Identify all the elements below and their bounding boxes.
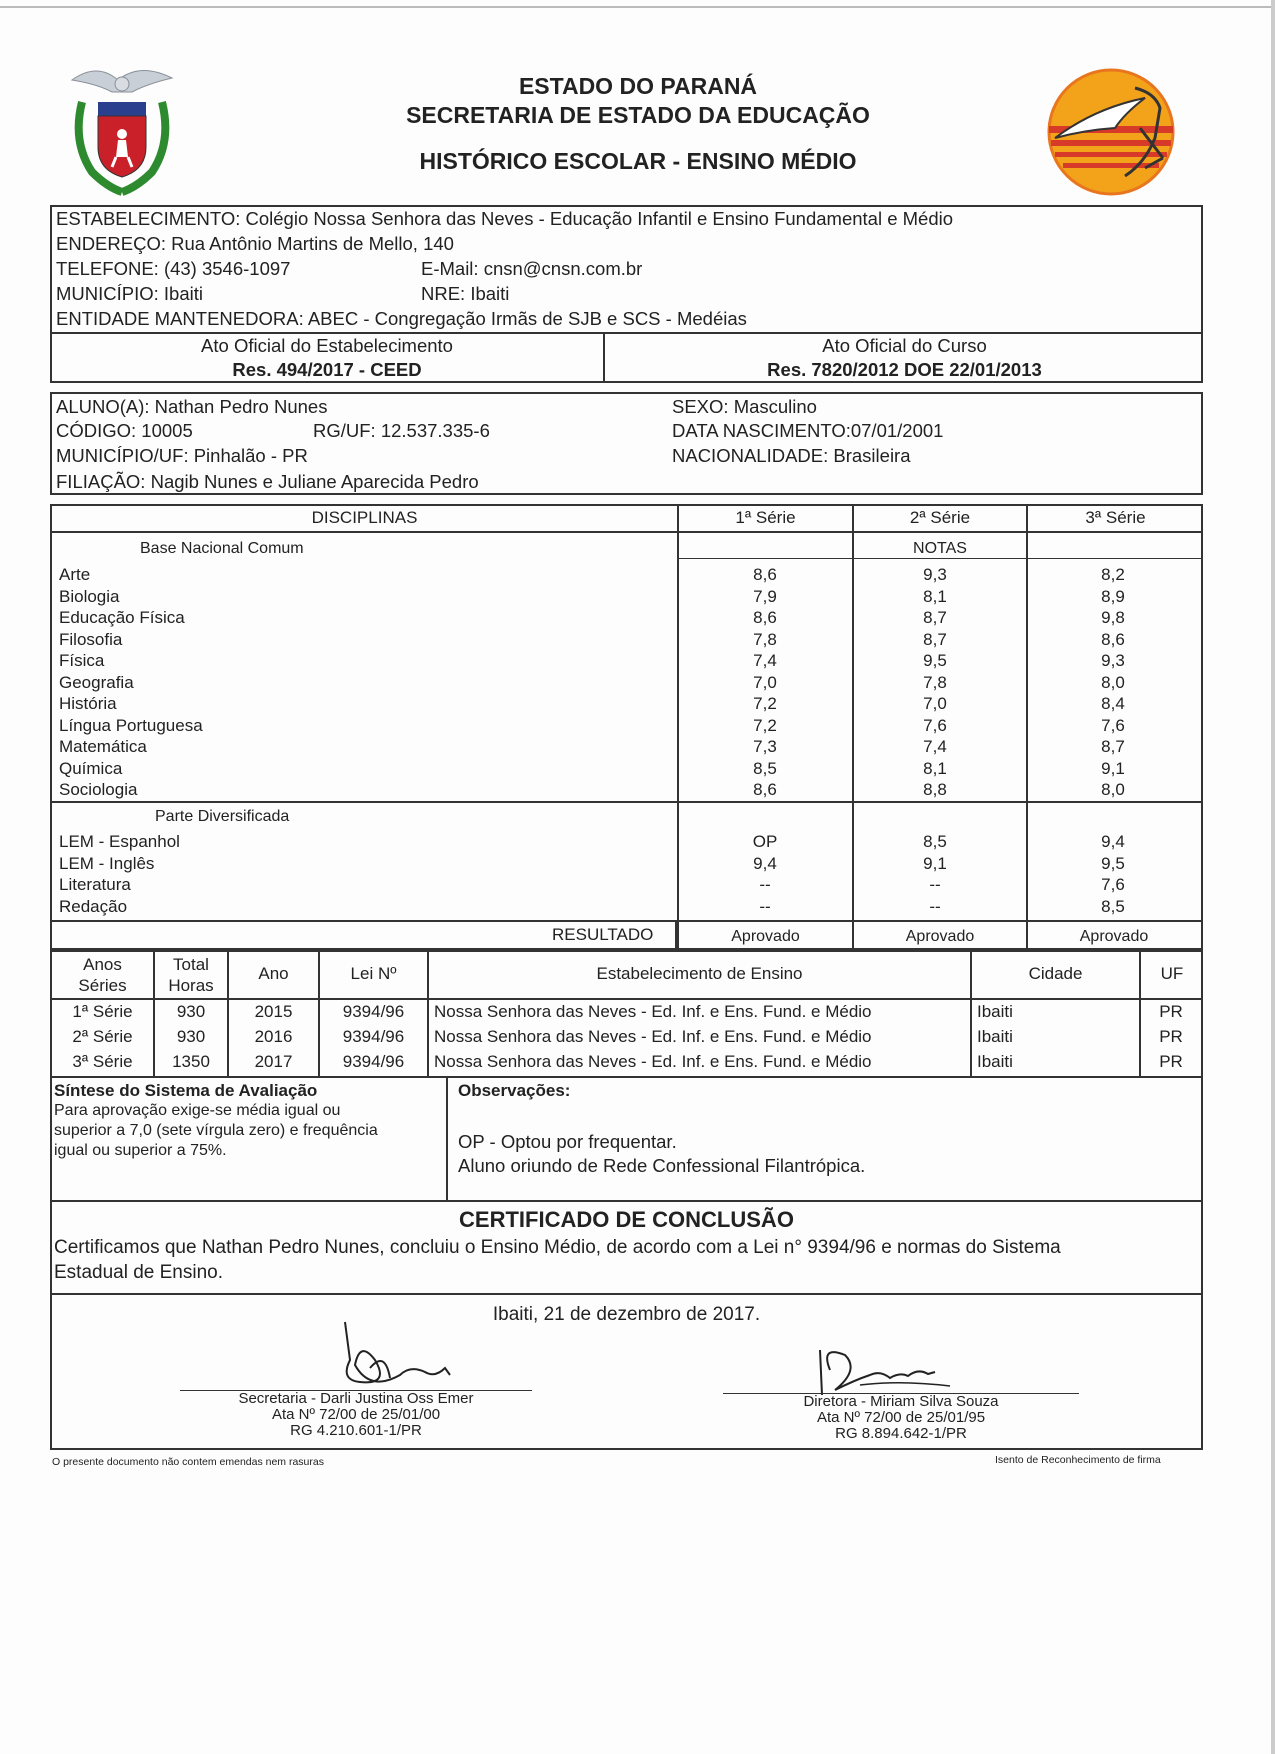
grade-s3: 7,6 [1101, 875, 1125, 894]
nre: NRE: Ibaiti [421, 283, 510, 304]
history-law: 9394/96 [342, 1027, 405, 1046]
grade-s2: 9,3 [923, 565, 947, 584]
evaluation-line-3: igual ou superior a 75%. [54, 1142, 227, 1159]
h-uf: UF [1160, 964, 1184, 983]
evaluation-line-1: Para aprovação exige-se média igual ou [54, 1102, 341, 1119]
divider [677, 504, 679, 950]
grade-s1: 9,4 [753, 853, 777, 873]
h-law: Lei Nº [350, 964, 397, 983]
subject-name: Química [59, 758, 123, 778]
h-total-2: Horas [168, 976, 214, 995]
h-school: Estabelecimento de Ensino [596, 964, 803, 983]
history-serie: 1ª Série [72, 1002, 133, 1021]
col-serie-1: 1ª Série [735, 508, 796, 527]
result-serie-3: Aprovado [1079, 928, 1149, 945]
subject-name: Geografia [59, 672, 134, 692]
grade-s2: 8,1 [923, 758, 947, 778]
grade-s3: 8,4 [1101, 694, 1125, 713]
state-title: ESTADO DO PARANÁ [518, 73, 758, 99]
col-disciplines: DISCIPLINAS [311, 508, 418, 527]
act-course-label: Ato Oficial do Curso [822, 335, 987, 356]
certificate-line-1: Certificamos que Nathan Pedro Nunes, concluiu o Ensino Médio, de acordo com a Lei n° 9394/96 e normas do Sistema [54, 1237, 1061, 1258]
divider [50, 998, 1203, 1000]
history-year: 2016 [254, 1027, 293, 1046]
grade-s3: 8,9 [1101, 586, 1125, 606]
divider [603, 332, 605, 383]
grade-s1: 7,0 [753, 672, 777, 692]
result-serie-2: Aprovado [905, 928, 975, 945]
history-law: 9394/96 [342, 1002, 405, 1021]
history-uf: PR [1159, 1002, 1183, 1021]
grade-s2: 8,1 [923, 586, 947, 606]
footer-right: Isento de Reconhecimento de firma [995, 1454, 1161, 1466]
left-signer-ata: Ata Nº 72/00 de 25/01/00 [271, 1406, 441, 1423]
divider [50, 801, 1203, 803]
evaluation-line-2: superior a 7,0 (sete vírgula zero) e frequência [54, 1122, 378, 1139]
signature-left-icon [330, 1320, 470, 1395]
h-city: Cidade [1028, 964, 1083, 983]
grade-s2: 9,5 [923, 651, 947, 670]
divider [852, 504, 854, 950]
evaluation-title: Síntese do Sistema de Avaliação [54, 1081, 318, 1100]
divider [50, 920, 1203, 922]
history-serie: 3ª Série [72, 1052, 133, 1071]
maintainer: ENTIDADE MANTENEDORA: ABEC - Congregação Irmãs de SJB e SCS - Medéias [56, 308, 747, 329]
grade-s1: 7,9 [753, 586, 777, 606]
student-birthplace: MUNICÍPIO/UF: Pinhalão - PR [56, 445, 308, 466]
grade-s1: 8,6 [753, 780, 777, 799]
grade-s1: 8,6 [753, 565, 777, 584]
divider [675, 920, 677, 950]
notes-label: NOTAS [913, 540, 967, 557]
subject-name: Língua Portuguesa [59, 715, 203, 735]
subject-name: Literatura [59, 875, 131, 894]
grade-s1: 7,2 [753, 694, 777, 713]
history-year: 2015 [254, 1002, 293, 1021]
document-title: HISTÓRICO ESCOLAR - ENSINO MÉDIO [419, 148, 857, 174]
student-parents: FILIAÇÃO: Nagib Nunes e Juliane Aparecida Pedro [56, 471, 479, 492]
right-signer-ata: Ata Nº 72/00 de 25/01/95 [816, 1409, 986, 1426]
grade-s3: 7,6 [1101, 715, 1125, 735]
place-date: Ibaiti, 21 de dezembro de 2017. [492, 1304, 761, 1325]
grade-s2: 8,7 [923, 608, 947, 627]
divider [446, 1076, 448, 1202]
h-year: Ano [258, 964, 289, 983]
history-uf: PR [1159, 1052, 1183, 1071]
grade-s3: 8,7 [1101, 737, 1125, 756]
grades-table [50, 504, 1203, 950]
phone: TELEFONE: (43) 3546-1097 [56, 258, 291, 279]
history-school: Nossa Senhora das Neves - Ed. Inf. e Ens. Fund. e Médio [434, 1052, 872, 1071]
result-serie-1: Aprovado [731, 928, 800, 945]
subject-name: LEM - Inglês [59, 853, 155, 873]
grade-s2: -- [929, 875, 941, 894]
diverse-label: Parte Diversificada [155, 808, 290, 825]
grade-s2: 7,4 [923, 737, 947, 756]
grade-s2: 8,7 [923, 629, 947, 649]
subject-name: Educação Física [59, 608, 185, 627]
history-school: Nossa Senhora das Neves - Ed. Inf. e Ens. Fund. e Médio [434, 1002, 872, 1021]
history-uf: PR [1159, 1027, 1183, 1046]
grade-s3: 8,5 [1101, 896, 1125, 916]
student-nationality: NACIONALIDADE: Brasileira [672, 445, 911, 466]
scan-edge [0, 6, 1275, 8]
history-year: 2017 [254, 1052, 293, 1071]
student-birth: DATA NASCIMENTO:07/01/2001 [672, 420, 944, 441]
signature-right-icon [800, 1340, 970, 1400]
grade-s3: 8,0 [1101, 780, 1125, 799]
footer-left: O presente documento não contem emendas nem rasuras [52, 1456, 324, 1468]
h-years-2: Séries [78, 976, 127, 995]
h-total: Total [173, 955, 209, 974]
grade-s2: 7,6 [923, 715, 947, 735]
grade-s1: OP [752, 832, 778, 851]
student-code: CÓDIGO: 10005 [56, 420, 193, 441]
school-logo-icon [1045, 68, 1180, 198]
base-label: Base Nacional Comum [140, 540, 304, 557]
certificate-line-2: Estadual de Ensino. [54, 1262, 224, 1283]
grade-s1: 7,2 [753, 715, 777, 735]
grade-s3: 9,4 [1101, 832, 1125, 851]
grade-s3: 8,2 [1101, 565, 1125, 584]
subject-name: LEM - Espanhol [59, 832, 180, 851]
establishment: ESTABELECIMENTO: Colégio Nossa Senhora das Neves - Educação Infantil e Ensino Fundamental e Médio [56, 208, 954, 229]
subject-name: História [59, 694, 117, 713]
result-label: RESULTADO [552, 925, 654, 944]
grade-s2: 8,5 [923, 832, 947, 851]
history-city: Ibaiti [977, 1002, 1013, 1021]
grade-s1: 7,8 [753, 629, 777, 649]
grade-s1: -- [759, 875, 771, 894]
act-course-value: Res. 7820/2012 DOE 22/01/2013 [767, 359, 1042, 380]
secretariat-title: SECRETARIA DE ESTADO DA EDUCAÇÃO [406, 102, 870, 128]
h-years: Anos [83, 955, 122, 974]
subject-name: Arte [59, 565, 91, 584]
act-school-value: Res. 494/2017 - CEED [232, 359, 422, 380]
left-signer-rg: RG 4.210.601-1/PR [290, 1422, 422, 1439]
subject-name: Sociologia [59, 780, 138, 799]
grade-s1: 7,3 [753, 737, 777, 756]
grade-s2: 9,1 [923, 853, 947, 873]
subject-name: Filosofia [59, 629, 123, 649]
divider [50, 1293, 1203, 1295]
history-hours: 930 [176, 1002, 206, 1021]
divider [1026, 504, 1028, 950]
history-law: 9394/96 [342, 1052, 405, 1071]
right-signer-rg: RG 8.894.642-1/PR [835, 1425, 967, 1442]
left-signer-role: Secretaria - Darli Justina Oss Emer [238, 1390, 474, 1407]
grade-s3: 8,6 [1101, 629, 1125, 649]
grade-s1: 7,4 [753, 651, 777, 670]
subject-name: Biologia [59, 586, 120, 606]
parana-coat-of-arms-icon [62, 62, 182, 197]
subject-name: Redação [59, 896, 128, 916]
subject-name: Física [59, 651, 105, 670]
address: ENDEREÇO: Rua Antônio Martins de Mello, 140 [56, 233, 454, 254]
grade-s2: 7,8 [923, 672, 947, 692]
right-signer-role: Diretora - Miriam Silva Souza [803, 1393, 999, 1410]
municipality: MUNICÍPIO: Ibaiti [56, 283, 203, 304]
observations-line-2: Aluno oriundo de Rede Confessional Filantrópica. [458, 1155, 866, 1176]
history-hours: 930 [176, 1027, 206, 1046]
grade-s2: -- [929, 896, 941, 916]
grade-s2: 7,0 [923, 694, 947, 713]
student-rg: RG/UF: 12.537.335-6 [313, 420, 490, 441]
grade-s1: -- [759, 896, 771, 916]
grade-s2: 8,8 [923, 780, 947, 799]
divider [50, 332, 1203, 334]
subject-name: Matemática [59, 737, 147, 756]
student-name: ALUNO(A): Nathan Pedro Nunes [56, 396, 328, 417]
grade-s3: 9,1 [1101, 758, 1125, 778]
grade-s3: 9,5 [1101, 853, 1125, 873]
history-city: Ibaiti [977, 1027, 1013, 1046]
col-serie-2: 2ª Série [909, 508, 971, 527]
scan-edge-right [1271, 0, 1275, 1754]
history-school: Nossa Senhora das Neves - Ed. Inf. e Ens. Fund. e Médio [434, 1027, 872, 1046]
grade-s3: 9,8 [1101, 608, 1125, 627]
history-serie: 2ª Série [72, 1027, 133, 1046]
grade-s3: 8,0 [1101, 672, 1125, 692]
col-serie-3: 3ª Série [1085, 508, 1146, 527]
grade-s1: 8,6 [753, 608, 777, 627]
history-hours: 1350 [172, 1052, 210, 1071]
email: E-Mail: cnsn@cnsn.com.br [421, 258, 643, 279]
history-city: Ibaiti [977, 1052, 1013, 1071]
grade-s3: 9,3 [1101, 651, 1125, 670]
observations-title: Observações: [458, 1081, 571, 1100]
act-school-label: Ato Oficial do Estabelecimento [201, 335, 453, 356]
student-sex: SEXO: Masculino [672, 396, 817, 417]
observations-line-1: OP - Optou por frequentar. [458, 1131, 677, 1152]
certificate-title: CERTIFICADO DE CONCLUSÃO [459, 1207, 794, 1232]
divider [50, 531, 1203, 533]
grade-s1: 8,5 [753, 758, 777, 778]
